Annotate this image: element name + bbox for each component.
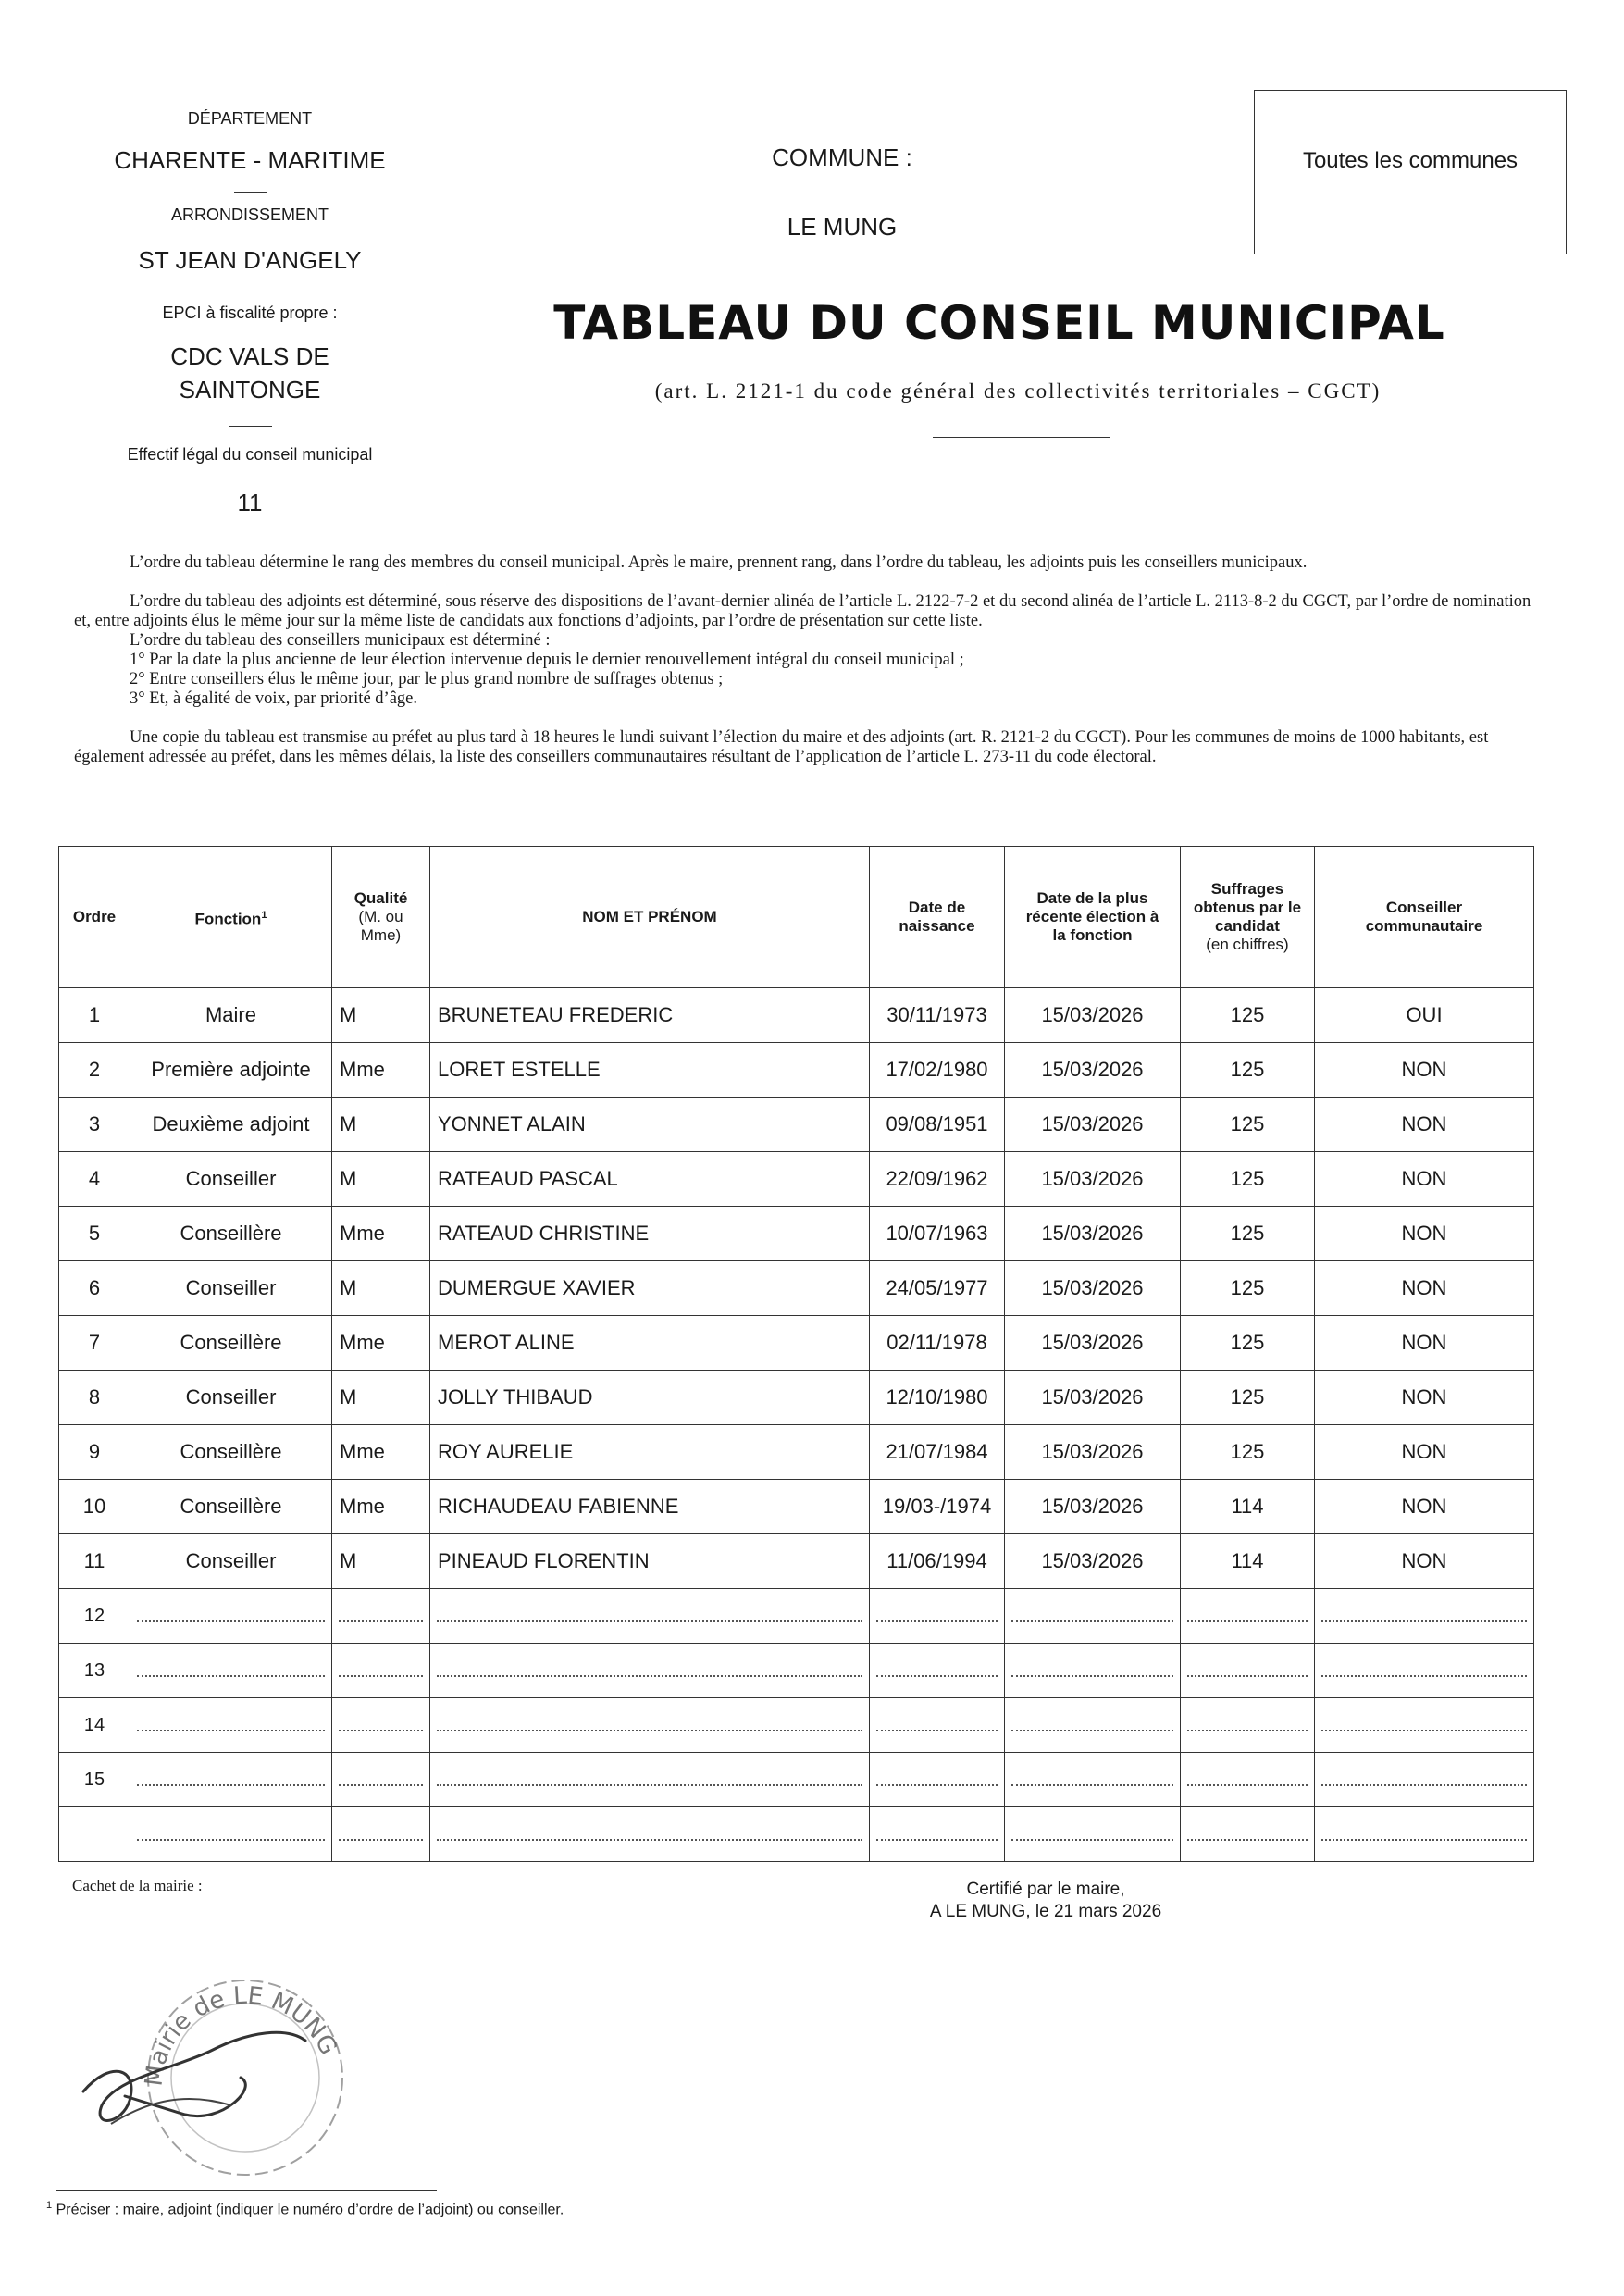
cell-suffrages: 125 [1181, 1261, 1315, 1316]
cell-naissance: 10/07/1963 [870, 1207, 1005, 1261]
dotted-line [1321, 1784, 1527, 1786]
dotted-line [137, 1784, 325, 1786]
cell-suffrages: 125 [1181, 1098, 1315, 1152]
cell-qualite [332, 1753, 430, 1807]
certification [851, 1879, 1240, 1923]
dotted-line [339, 1839, 423, 1841]
cell-fonction: Conseillère [130, 1316, 332, 1371]
cell-election: 15/03/2026 [1005, 1371, 1181, 1425]
dotted-line [137, 1675, 325, 1677]
dotted-line [1321, 1839, 1527, 1841]
cell-nom: MEROT ALINE [430, 1316, 870, 1371]
table-row [59, 1152, 1534, 1207]
commune-box [1254, 90, 1567, 254]
cell-fonction: Conseiller [130, 1152, 332, 1207]
cell-ordre: 2 [59, 1043, 130, 1098]
cell-nom [430, 1753, 870, 1807]
cell-qualite: M [332, 1534, 430, 1589]
departement-label: DÉPARTEMENT [187, 109, 313, 128]
cell-communautaire [1315, 1589, 1534, 1644]
cell-nom [430, 1807, 870, 1862]
dotted-line [1011, 1784, 1173, 1786]
dotted-line [339, 1730, 423, 1731]
cell-qualite: Mme [332, 1043, 430, 1098]
cell-naissance [870, 1753, 1005, 1807]
cell-ordre: 5 [59, 1207, 130, 1261]
cell-election: 15/03/2026 [1005, 1152, 1181, 1207]
table-row [59, 1480, 1534, 1534]
intro-paragraph: Une copie du tableau est transmise au préfet au plus tard à 18 heures le lundi suivant l’élection du maire et des adjoints (art. R. 2121-2 du CGCT). Pour les communes de moins de 1000 habitants, est également adressée au préfet, dans les mêmes délais, la liste des conseillers communautaires résultant de l’application de l’article L. 273-11 du code électoral. [74, 728, 1489, 766]
cell-naissance [870, 1698, 1005, 1753]
cell-communautaire: NON [1315, 1098, 1534, 1152]
cell-qualite: Mme [332, 1207, 430, 1261]
cell-qualite: M [332, 1152, 430, 1207]
cell-suffrages: 125 [1181, 1371, 1315, 1425]
cell-qualite [332, 1698, 430, 1753]
cell-communautaire [1315, 1753, 1534, 1807]
cell-naissance: 02/11/1978 [870, 1316, 1005, 1371]
cell-fonction: Deuxième adjoint [130, 1098, 332, 1152]
cell-qualite: M [332, 1371, 430, 1425]
cell-communautaire: NON [1315, 1480, 1534, 1534]
cell-ordre: 12 [59, 1589, 130, 1644]
cell-suffrages [1181, 1589, 1315, 1644]
cell-nom: PINEAUD FLORENTIN [430, 1534, 870, 1589]
cell-suffrages: 125 [1181, 988, 1315, 1043]
header-nom: NOM ET PRÉNOM [430, 847, 870, 988]
cell-fonction: Conseiller [130, 1371, 332, 1425]
cell-ordre: 9 [59, 1425, 130, 1480]
table-row [59, 1425, 1534, 1480]
dotted-line [1011, 1730, 1173, 1731]
title-divider [933, 437, 1110, 438]
cell-naissance: 12/10/1980 [870, 1371, 1005, 1425]
commune-box-text: Toutes les communes [1302, 148, 1519, 173]
cell-nom: RICHAUDEAU FABIENNE [430, 1480, 870, 1534]
town-hall-stamp [74, 1930, 370, 2179]
council-table [58, 846, 1534, 1862]
cell-fonction: Conseiller [130, 1261, 332, 1316]
footnote-divider [56, 2190, 437, 2191]
cell-communautaire: NON [1315, 1261, 1534, 1316]
certification-place-date: A LE MUNG, le 21 mars 2026 [929, 1902, 1162, 1921]
dotted-line [1187, 1675, 1308, 1677]
commune-name: LE MUNG [787, 213, 898, 241]
dotted-line [137, 1620, 325, 1622]
cell-election: 15/03/2026 [1005, 1098, 1181, 1152]
dotted-line [437, 1839, 862, 1841]
cell-fonction [130, 1753, 332, 1807]
cell-qualite [332, 1589, 430, 1644]
cell-qualite [332, 1807, 430, 1862]
table-row [59, 988, 1534, 1043]
cell-ordre: 13 [59, 1644, 130, 1698]
arrondissement-value: ST JEAN D'ANGELY [138, 246, 362, 274]
dotted-line [1011, 1675, 1173, 1677]
cell-naissance: 17/02/1980 [870, 1043, 1005, 1098]
cell-suffrages: 125 [1181, 1425, 1315, 1480]
cell-naissance: 11/06/1994 [870, 1534, 1005, 1589]
cell-qualite: M [332, 988, 430, 1043]
dotted-line [1321, 1730, 1527, 1731]
commune-label: COMMUNE : [772, 143, 912, 171]
intro-paragraph: 3° Et, à égalité de voix, par priorité d’âge. [130, 689, 417, 708]
intro-paragraph: 1° Par la date la plus ancienne de leur élection intervenue depuis le dernier renouvellement intégral du conseil municipal ; [130, 651, 964, 669]
cell-naissance [870, 1807, 1005, 1862]
cell-suffrages: 125 [1181, 1316, 1315, 1371]
cell-nom: DUMERGUE XAVIER [430, 1261, 870, 1316]
dotted-line [137, 1730, 325, 1731]
dotted-line [1011, 1620, 1173, 1622]
cell-communautaire [1315, 1698, 1534, 1753]
table-row [59, 1316, 1534, 1371]
cell-naissance: 30/11/1973 [870, 988, 1005, 1043]
cell-ordre: 7 [59, 1316, 130, 1371]
dotted-line [876, 1675, 998, 1677]
cell-qualite: M [332, 1261, 430, 1316]
dotted-line [437, 1730, 862, 1731]
intro-paragraph: L’ordre du tableau des conseillers municipaux est déterminé : [130, 631, 551, 650]
table-header-row [59, 847, 1534, 988]
cell-election: 15/03/2026 [1005, 1425, 1181, 1480]
dotted-line [339, 1620, 423, 1622]
epci-line1: CDC VALS DE [170, 342, 329, 370]
cell-communautaire: NON [1315, 1316, 1534, 1371]
intro-text [74, 553, 1536, 767]
dotted-line [876, 1784, 998, 1786]
cell-ordre: 1 [59, 988, 130, 1043]
cell-election [1005, 1753, 1181, 1807]
cell-ordre: 4 [59, 1152, 130, 1207]
cell-ordre: 11 [59, 1534, 130, 1589]
effectif-value: 11 [237, 489, 263, 516]
dotted-line [876, 1839, 998, 1841]
header-communautaire: Conseiller communautaire [1315, 847, 1534, 988]
cell-qualite: M [332, 1098, 430, 1152]
cell-fonction: Première adjointe [130, 1043, 332, 1098]
table-row-empty [59, 1698, 1534, 1753]
cell-nom: YONNET ALAIN [430, 1098, 870, 1152]
cell-nom: ROY AURELIE [430, 1425, 870, 1480]
table-row-empty [59, 1753, 1534, 1807]
table-row [59, 1043, 1534, 1098]
cell-fonction: Maire [130, 988, 332, 1043]
epci-line2: SAINTONGE [179, 376, 321, 403]
cell-ordre: 14 [59, 1698, 130, 1753]
cell-naissance: 22/09/1962 [870, 1152, 1005, 1207]
stamp-text: Mairie de LE MUNG [140, 1981, 342, 2088]
cell-election: 15/03/2026 [1005, 988, 1181, 1043]
footnote: $^1$ Préciser : maire, adjoint (indiquer le numéro d’ordre de l’adjoint) ou conseiller. [46, 2200, 564, 2218]
page-title: TABLEAU DU CONSEIL MUNICIPAL [553, 296, 1445, 350]
table-row [59, 1098, 1534, 1152]
cell-communautaire: NON [1315, 1207, 1534, 1261]
cell-nom: RATEAUD CHRISTINE [430, 1207, 870, 1261]
header-fonction: Fonction$^1$ [130, 847, 332, 988]
cell-fonction: Conseiller [130, 1534, 332, 1589]
cell-election [1005, 1807, 1181, 1862]
cell-election: 15/03/2026 [1005, 1043, 1181, 1098]
cell-naissance: 21/07/1984 [870, 1425, 1005, 1480]
signature-mark [83, 2032, 305, 2120]
departement-value: CHARENTE - MARITIME [114, 146, 386, 174]
cell-election [1005, 1589, 1181, 1644]
footnote-text: Préciser : maire, adjoint (indiquer le numéro d’ordre de l’adjoint) ou conseiller. [56, 2202, 564, 2218]
cell-suffrages [1181, 1753, 1315, 1807]
dotted-line [1011, 1839, 1173, 1841]
cell-nom: BRUNETEAU FREDERIC [430, 988, 870, 1043]
cell-nom: RATEAUD PASCAL [430, 1152, 870, 1207]
cell-fonction: Conseillère [130, 1425, 332, 1480]
cell-nom: JOLLY THIBAUD [430, 1371, 870, 1425]
header-suffrages: Suffrages obtenus par le candidat (en chiffres) [1181, 847, 1315, 988]
epci-label: EPCI à fiscalité propre : [162, 304, 338, 322]
cell-naissance: 09/08/1951 [870, 1098, 1005, 1152]
intro-paragraph: L’ordre du tableau détermine le rang des membres du conseil municipal. Après le maire, prennent rang, dans l’ordre du tableau, les adjoints puis les conseillers municipaux. [130, 553, 1308, 572]
cell-naissance [870, 1644, 1005, 1698]
cell-suffrages: 125 [1181, 1152, 1315, 1207]
cell-ordre: 10 [59, 1480, 130, 1534]
dotted-line [1321, 1620, 1527, 1622]
divider [229, 426, 272, 427]
dotted-line [437, 1675, 862, 1677]
cell-fonction [130, 1644, 332, 1698]
dotted-line [339, 1784, 423, 1786]
dotted-line [437, 1784, 862, 1786]
cell-communautaire [1315, 1807, 1534, 1862]
arrondissement-label: ARRONDISSEMENT [170, 205, 329, 224]
cell-ordre: 6 [59, 1261, 130, 1316]
dotted-line [437, 1620, 862, 1622]
cell-communautaire: OUI [1315, 988, 1534, 1043]
cell-suffrages [1181, 1698, 1315, 1753]
certification-line: Certifié par le maire, [966, 1880, 1125, 1899]
cell-election: 15/03/2026 [1005, 1316, 1181, 1371]
table-row-empty [59, 1644, 1534, 1698]
cell-fonction [130, 1589, 332, 1644]
intro-paragraph: 2° Entre conseillers élus le même jour, par le plus grand nombre de suffrages obtenus ; [130, 670, 724, 689]
dotted-line [137, 1839, 325, 1841]
header-ordre: Ordre [59, 847, 130, 988]
table-row [59, 1261, 1534, 1316]
cell-naissance: 19/03-/1974 [870, 1480, 1005, 1534]
dotted-line [1321, 1675, 1527, 1677]
header-election: Date de la plus récente élection à la fonction [1005, 847, 1181, 988]
cell-suffrages: 114 [1181, 1534, 1315, 1589]
cell-communautaire: NON [1315, 1534, 1534, 1589]
cell-ordre [59, 1807, 130, 1862]
cell-suffrages [1181, 1807, 1315, 1862]
council-table-body [59, 988, 1534, 1862]
cell-communautaire: NON [1315, 1043, 1534, 1098]
intro-paragraph-text: L’ordre du tableau des adjoints est déterminé, sous réserve des dispositions de l’avant-dernier alinéa de l’article L. 2122-7-2 et du second alinéa de l’article L. 2113-8-2 du CGCT, par l’ordre de nomination et, entre adjoints élus le même jour sur la même liste de candidats aux fonctions d’adjoints, par l’ordre de présentation sur cette liste. [74, 592, 1531, 630]
cell-fonction: Conseillère [130, 1480, 332, 1534]
cell-suffrages [1181, 1644, 1315, 1698]
header-naissance: Date de naissance [870, 847, 1005, 988]
page-subtitle: (art. L. 2121-1 du code général des collectivités territoriales – CGCT) [654, 379, 1382, 403]
dotted-line [1187, 1839, 1308, 1841]
dotted-line [1187, 1730, 1308, 1731]
cell-election [1005, 1698, 1181, 1753]
cell-communautaire: NON [1315, 1425, 1534, 1480]
cell-ordre: 3 [59, 1098, 130, 1152]
cell-ordre: 8 [59, 1371, 130, 1425]
cell-nom [430, 1644, 870, 1698]
table-row-empty [59, 1807, 1534, 1862]
cell-fonction [130, 1807, 332, 1862]
cell-suffrages: 125 [1181, 1043, 1315, 1098]
cell-qualite: Mme [332, 1425, 430, 1480]
cell-ordre: 15 [59, 1753, 130, 1807]
cell-qualite [332, 1644, 430, 1698]
table-row [59, 1371, 1534, 1425]
dotted-line [876, 1730, 998, 1731]
cell-communautaire: NON [1315, 1152, 1534, 1207]
intro-paragraph [74, 592, 1536, 631]
cell-election: 15/03/2026 [1005, 1261, 1181, 1316]
cell-election: 15/03/2026 [1005, 1480, 1181, 1534]
cell-qualite: Mme [332, 1480, 430, 1534]
dotted-line [876, 1620, 998, 1622]
cell-naissance: 24/05/1977 [870, 1261, 1005, 1316]
cell-election: 15/03/2026 [1005, 1534, 1181, 1589]
cell-election: 15/03/2026 [1005, 1207, 1181, 1261]
table-row [59, 1207, 1534, 1261]
cell-communautaire: NON [1315, 1371, 1534, 1425]
dotted-line [1187, 1784, 1308, 1786]
cell-suffrages: 114 [1181, 1480, 1315, 1534]
cell-election [1005, 1644, 1181, 1698]
table-row-empty [59, 1589, 1534, 1644]
effectif-label: Effectif légal du conseil municipal [127, 445, 373, 464]
cell-nom: LORET ESTELLE [430, 1043, 870, 1098]
table-row [59, 1534, 1534, 1589]
cell-nom [430, 1589, 870, 1644]
cachet-label: Cachet de la mairie : [72, 1877, 203, 1894]
header-qualite: Qualité (M. ou Mme) [332, 847, 430, 988]
svg-text:Mairie de LE MUNG [140, 1982, 341, 2088]
cell-communautaire [1315, 1644, 1534, 1698]
cell-naissance [870, 1589, 1005, 1644]
dotted-line [339, 1675, 423, 1677]
cell-fonction: Conseillère [130, 1207, 332, 1261]
dotted-line [1187, 1620, 1308, 1622]
cell-nom [430, 1698, 870, 1753]
cell-suffrages: 125 [1181, 1207, 1315, 1261]
cell-qualite: Mme [332, 1316, 430, 1371]
cell-fonction [130, 1698, 332, 1753]
divider [234, 192, 267, 193]
